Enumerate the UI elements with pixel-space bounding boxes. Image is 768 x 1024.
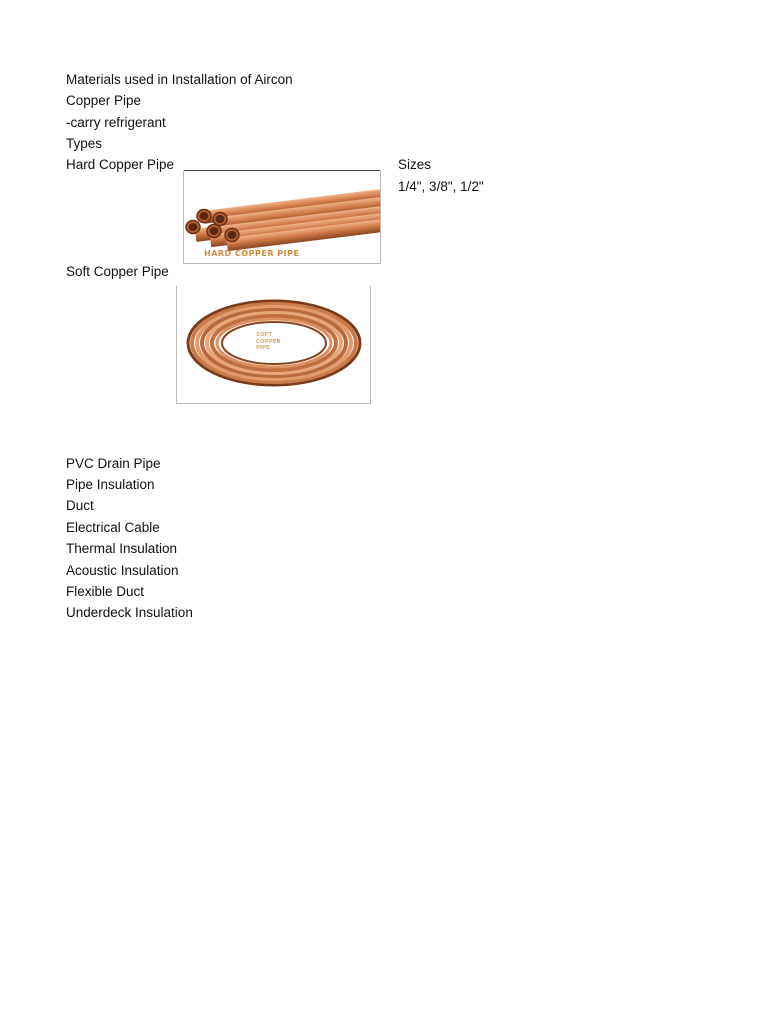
soft-caption-line: SOFT bbox=[256, 332, 273, 338]
soft-caption-line: PIPE bbox=[256, 345, 270, 351]
sizes-label: Sizes bbox=[398, 157, 432, 172]
list-item: Flexible Duct bbox=[66, 584, 145, 599]
soft-caption-line: COPPER bbox=[256, 338, 281, 345]
soft-copper-pipe-image bbox=[176, 286, 371, 404]
hard-copper-pipe-label: Hard Copper Pipe bbox=[66, 157, 175, 172]
list-item: Electrical Cable bbox=[66, 520, 160, 535]
list-item: PVC Drain Pipe bbox=[66, 456, 161, 471]
list-item: Duct bbox=[66, 498, 94, 513]
list-item: Pipe Insulation bbox=[66, 477, 155, 492]
list-item: Underdeck Insulation bbox=[66, 605, 193, 620]
copper-pipe-heading: Copper Pipe bbox=[66, 93, 142, 108]
types-label: Types bbox=[66, 136, 103, 151]
soft-copper-pipe-caption bbox=[256, 332, 281, 352]
soft-copper-pipe-label: Soft Copper Pipe bbox=[66, 264, 169, 279]
hard-copper-pipe-image bbox=[183, 171, 381, 264]
list-item: Acoustic Insulation bbox=[66, 563, 179, 578]
hard-copper-pipe-caption: HARD COPPER PIPE bbox=[204, 249, 300, 258]
document-title: Materials used in Installation of Aircon bbox=[66, 72, 293, 87]
copper-pipe-purpose: -carry refrigerant bbox=[66, 115, 166, 130]
sizes-value: 1/4", 3/8", 1/2" bbox=[398, 179, 484, 194]
list-item: Thermal Insulation bbox=[66, 541, 178, 556]
